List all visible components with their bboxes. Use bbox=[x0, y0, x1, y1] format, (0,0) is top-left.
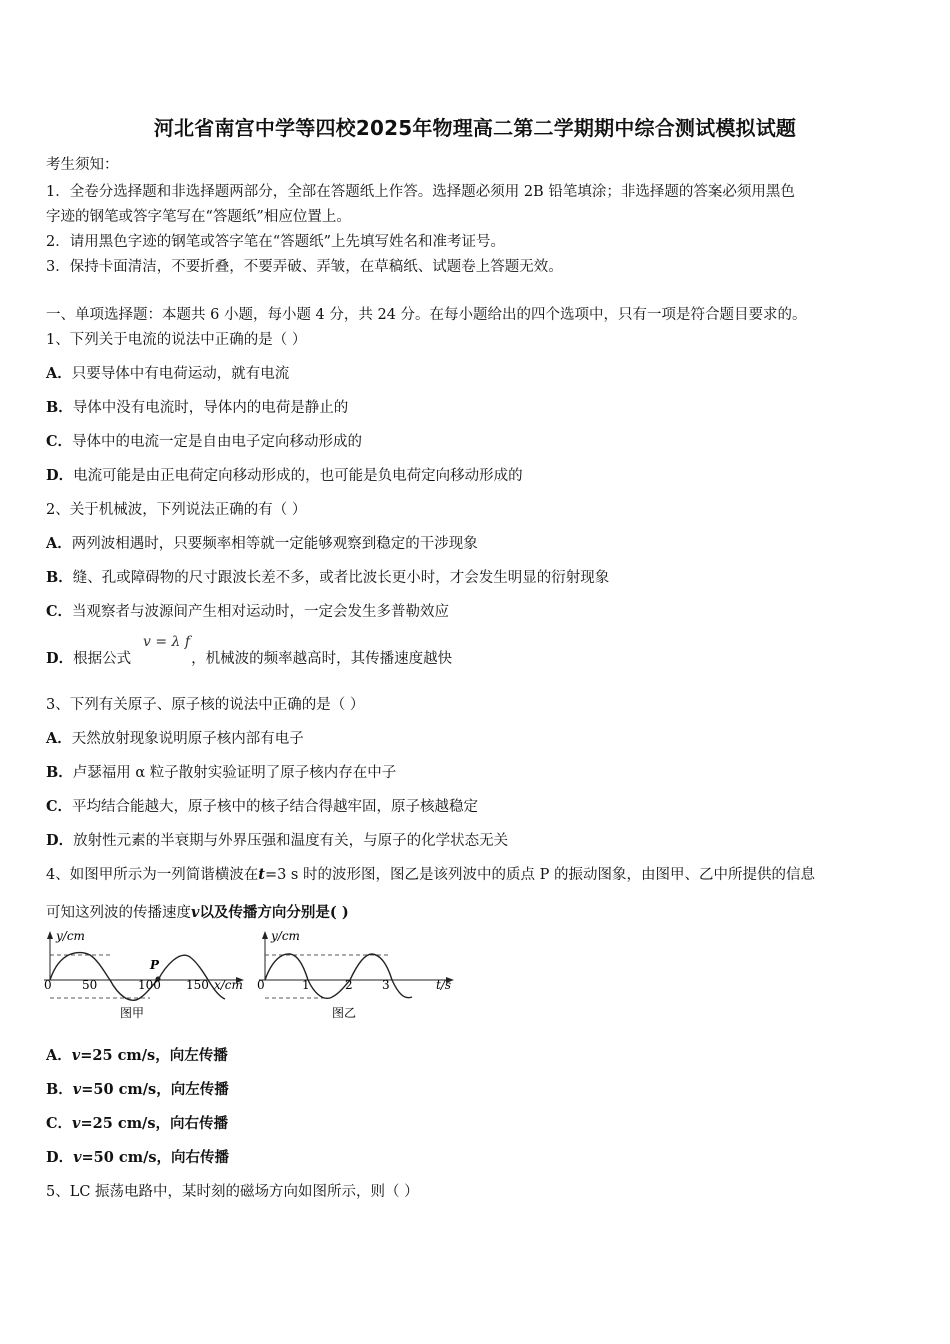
y-axis-arrow bbox=[262, 931, 268, 939]
question-5-stem: 5、LC 振荡电路中，某时刻的磁场方向如图所示，则（ ） bbox=[46, 1184, 419, 1200]
q3-option-b bbox=[46, 761, 396, 782]
option-text: =25 cm/s，向右传播 bbox=[80, 1115, 228, 1132]
tick-label: 50 bbox=[82, 978, 98, 992]
q2-option-a bbox=[46, 532, 478, 553]
option-text: 电流可能是由正电荷定向移动形成的，也可能是负电荷定向移动形成的 bbox=[73, 468, 523, 484]
q1-option-a bbox=[46, 362, 289, 383]
tick-label: 2 bbox=[345, 978, 353, 992]
stem-text: 以及传播方向分别是( ) bbox=[199, 904, 349, 921]
tick-label: 0 bbox=[44, 978, 52, 992]
option-var: v bbox=[71, 1047, 81, 1064]
y-axis-label: y/cm bbox=[56, 929, 85, 943]
question-2-stem: 2、关于机械波，下列说法正确的有（ ） bbox=[46, 502, 307, 518]
q1-option-b bbox=[46, 396, 348, 417]
option-text: 当观察者与波源间产生相对运动时，一定会发生多普勒效应 bbox=[72, 604, 450, 620]
q3-option-a bbox=[46, 727, 304, 748]
option-label: B． bbox=[46, 1081, 73, 1098]
option-label: A． bbox=[46, 1047, 72, 1064]
tick-label: 100 bbox=[138, 978, 161, 992]
stem-text: 可知这列波的传播速度 bbox=[46, 905, 191, 921]
option-text: 放射性元素的半衰期与外界压强和温度有关，与原子的化学状态无关 bbox=[73, 833, 509, 849]
question-1-stem: 1、下列关于电流的说法中正确的是（ ） bbox=[46, 332, 307, 348]
option-var: v bbox=[72, 1115, 81, 1132]
vibration-curve bbox=[265, 954, 412, 998]
option-label: A． bbox=[46, 365, 72, 382]
option-label: B． bbox=[46, 764, 73, 781]
option-text: 缝、孔或障碍物的尺寸跟波长差不多，或者比波长更小时，才会发生明显的衍射现象 bbox=[72, 570, 610, 586]
q4-option-a bbox=[46, 1044, 228, 1065]
option-label: C． bbox=[46, 1115, 73, 1132]
figure-vibration-graph bbox=[257, 929, 454, 1020]
page-title: 河北省南宫中学等四校2025年物理高二第二学期期中综合测试模拟试题 bbox=[153, 116, 797, 140]
notice-heading: 考生须知： bbox=[46, 157, 119, 173]
option-text: 只要导体中有电荷运动，就有电流 bbox=[71, 366, 290, 382]
option-label: D． bbox=[46, 832, 74, 849]
question-3-stem: 3、下列有关原子、原子核的说法中正确的是（ ） bbox=[46, 697, 365, 713]
option-text: 两列波相遇时，只要频率相等就一定能够观察到稳定的干涉现象 bbox=[71, 536, 478, 552]
notice-item: 3．保持卡面清洁，不要折叠，不要弄破、弄皱，在草稿纸、试题卷上答题无效。 bbox=[46, 259, 563, 275]
notice-item: 2．请用黑色字迹的钢笔或答字笔在“答题纸”上先填写姓名和准考证号。 bbox=[46, 234, 506, 250]
stem-text: 4、如图甲所示为一列简谐横波在 bbox=[46, 867, 259, 883]
q3-option-d bbox=[46, 829, 508, 850]
tick-label: 3 bbox=[382, 978, 390, 992]
figure-caption: 图乙 bbox=[332, 1006, 357, 1020]
figure-wave-graph bbox=[44, 929, 244, 1020]
y-axis-label: y/cm bbox=[271, 929, 300, 943]
option-label: C． bbox=[46, 433, 73, 450]
point-p-label: P bbox=[150, 958, 160, 972]
option-label: D． bbox=[46, 467, 74, 484]
q2-option-b bbox=[46, 566, 609, 587]
option-text: 导体中的电流一定是自由电子定向移动形成的 bbox=[72, 434, 363, 450]
option-text: ，机械波的频率越高时，其传播速度越快 bbox=[191, 651, 453, 667]
option-label: A． bbox=[46, 730, 72, 747]
option-text: 卢瑟福用 α 粒子散射实验证明了原子核内存在中子 bbox=[72, 765, 397, 781]
option-text: =25 cm/s，向左传播 bbox=[80, 1047, 228, 1064]
option-label: C． bbox=[46, 603, 73, 620]
option-var: v bbox=[73, 1149, 82, 1166]
question-4-stem-2 bbox=[46, 901, 349, 922]
option-text: 天然放射现象说明原子核内部有电子 bbox=[71, 731, 304, 747]
option-label: B． bbox=[46, 399, 73, 416]
option-label: A． bbox=[46, 535, 72, 552]
option-label: D． bbox=[46, 1149, 74, 1166]
q4-option-d bbox=[46, 1146, 229, 1167]
option-text: 平均结合能越大，原子核中的核子结合得越牢固，原子核越稳定 bbox=[72, 799, 479, 815]
x-axis-label: x/cm bbox=[214, 978, 243, 992]
notice-item: 1．全卷分选择题和非选择题两部分，全部在答题纸上作答。选择题必须用 2B 铅笔填涂；非选择题的答案必须用黑色 bbox=[46, 184, 795, 200]
option-label: C． bbox=[46, 798, 73, 815]
q1-option-c bbox=[46, 430, 362, 451]
tick-label: 150 bbox=[186, 978, 209, 992]
option-text: 导体中没有电流时，导体内的电荷是静止的 bbox=[72, 400, 349, 416]
q4-option-b bbox=[46, 1078, 229, 1099]
formula-v-lambda-f: v = λ f bbox=[143, 634, 191, 650]
figure-caption: 图甲 bbox=[120, 1006, 145, 1020]
option-text: 根据公式 bbox=[73, 651, 132, 667]
q4-option-c bbox=[46, 1112, 228, 1133]
option-text: =50 cm/s，向左传播 bbox=[81, 1081, 229, 1098]
q2-option-c bbox=[46, 600, 449, 621]
notice-item: 字迹的钢笔或答字笔写在“答题纸”相应位置上。 bbox=[46, 209, 351, 225]
tick-label: 1 bbox=[302, 978, 310, 992]
option-label: D． bbox=[46, 650, 74, 667]
stem-var: v bbox=[191, 904, 200, 921]
y-axis-arrow bbox=[47, 931, 53, 939]
option-text: =50 cm/s，向右传播 bbox=[81, 1149, 230, 1166]
wave-figures bbox=[40, 925, 470, 1025]
option-var: v bbox=[72, 1081, 82, 1098]
stem-text: =3 s 时的波形图，图乙是该列波中的质点 P 的振动图象，由图甲、乙中所提供的信息 bbox=[264, 867, 815, 883]
tick-label: 0 bbox=[257, 978, 265, 992]
x-axis-label: t/s bbox=[436, 978, 452, 992]
wave-curve bbox=[50, 953, 225, 1001]
option-label: B． bbox=[46, 569, 73, 586]
q2-option-d bbox=[46, 647, 452, 668]
section-heading: 一、单项选择题：本题共 6 小题，每小题 4 分，共 24 分。在每小题给出的四个选项中，只有一项是符合题目要求的。 bbox=[46, 307, 807, 323]
question-4-stem bbox=[46, 863, 815, 884]
stem-var: t bbox=[258, 866, 265, 883]
q1-option-d bbox=[46, 464, 523, 485]
q3-option-c bbox=[46, 795, 478, 816]
